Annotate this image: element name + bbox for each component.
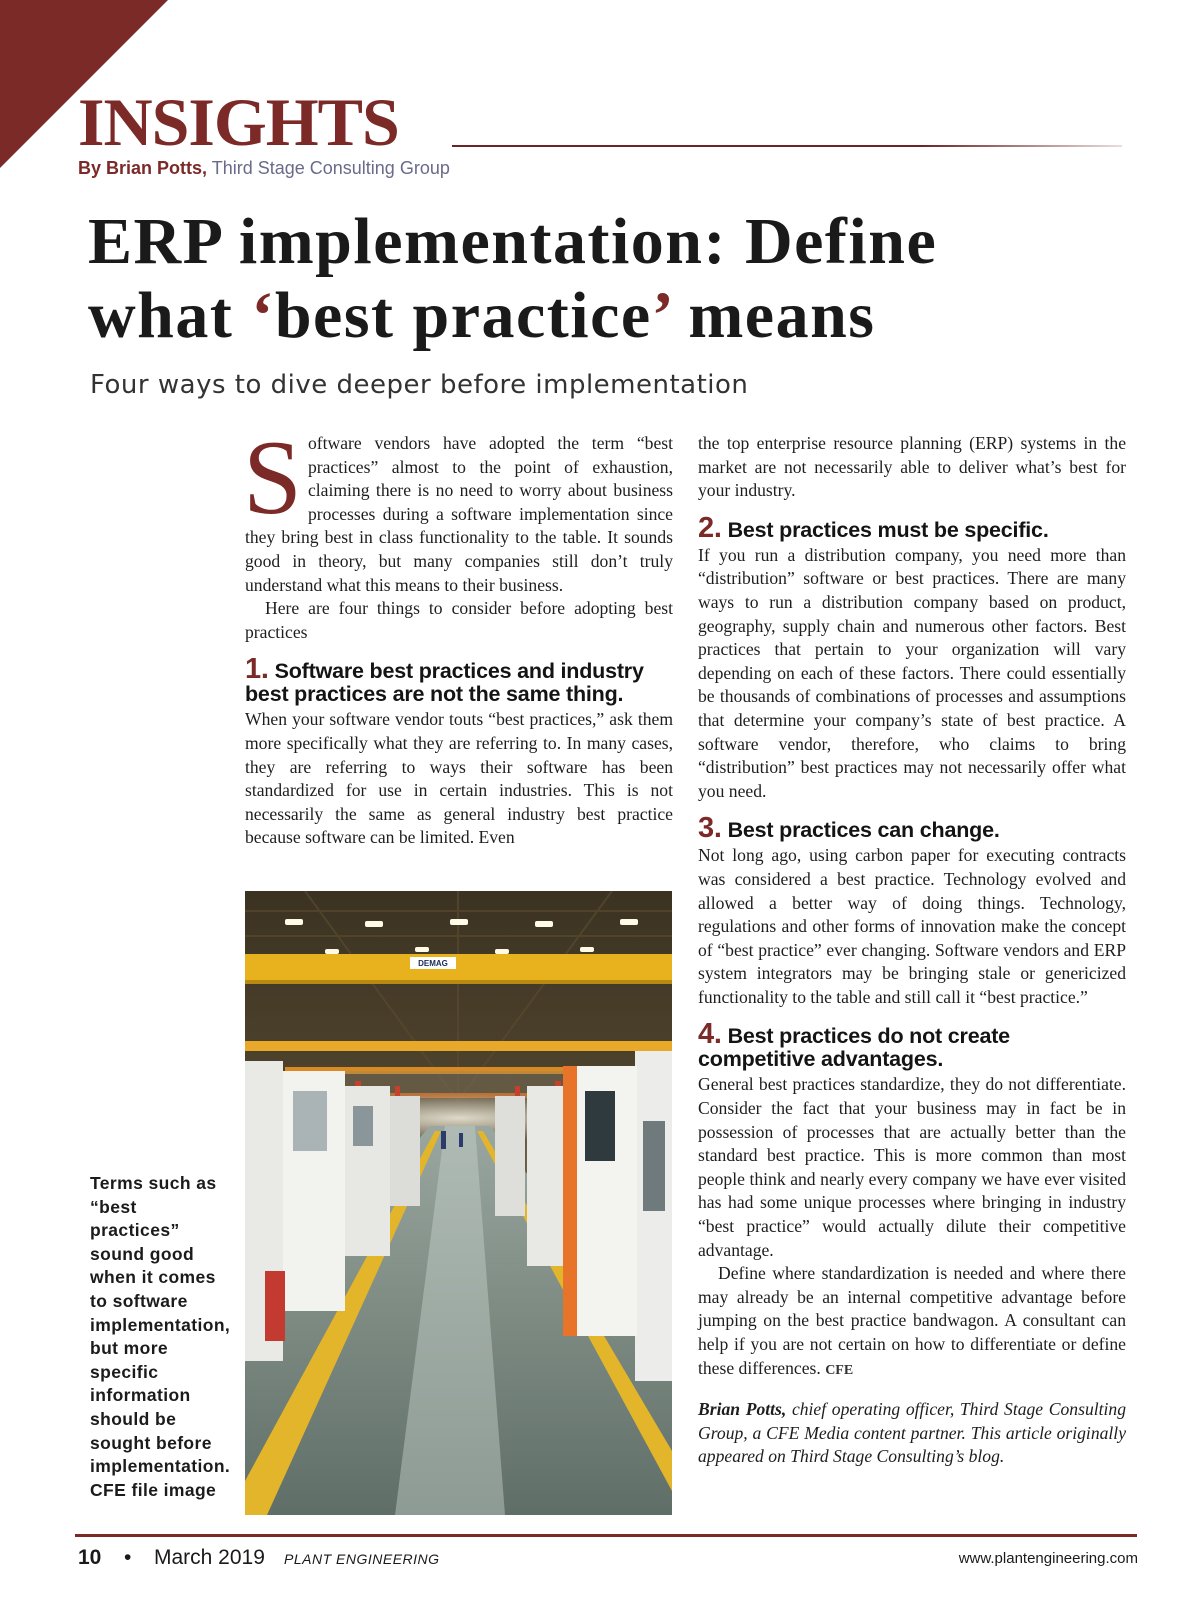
section-3-body: Not long ago, using carbon paper for executing contracts was considered a best practice. Technology evolved and allowed a better way of doing things. Technology, regulations and other forms of innovation make the concept of “best practice” ever changing. Software vendors and ERP system integrators may be bringing stale or genericized functionality to the table and still call it “best practice.” — [698, 845, 1126, 1007]
section-1-body-b: the top enterprise resource planning (ERP) systems in the market are not necessarily able to deliver what’s best for your industry. — [698, 433, 1126, 501]
section-4-number: 4. — [698, 1018, 722, 1051]
section-4-body-2 — [698, 1262, 1126, 1382]
intro-paragraph-2: Here are four things to consider before adopting best practices — [245, 598, 673, 642]
headline — [88, 205, 1168, 353]
section-2-number: 2. — [698, 511, 722, 544]
section-1-title: Software best practices and industry best practices are not the same thing. — [245, 659, 644, 707]
section-2-body: If you run a distribution company, you need more than “distribution” software or best practices. There are many ways to run a distribution company based on product, geography, supply chain and numerous other factors. Best practices that pertain to your organization will vary depending on each of these factors. There could essentially be thousands of combinations of processes and assumptions that determine your company’s state of best practice. A software vendor, therefore, who claims to bring “distribution” best practices may not necessarily offer what you need. — [698, 544, 1126, 801]
footer-rule — [75, 1534, 1137, 1537]
byline-author: By Brian Potts, — [78, 158, 208, 178]
website-link[interactable]: www.plantengineering.com — [958, 1550, 1138, 1567]
footer — [78, 1546, 1138, 1574]
headline-quote-open: ‘ — [251, 279, 275, 352]
section-1-number: 1. — [245, 653, 269, 686]
column-right — [698, 432, 1126, 1469]
section-2-title: Best practices must be specific. — [727, 517, 1049, 542]
section-4-body: General best practices standardize, they do not differentiate. Consider the fact that your business may in fact be in possession of processes that are actually better than the standard best practice. This is more common than most people think and nearly every company we have ever visited has had some unique processes where bringing in industry “best practice” would actually dilute their competitive advantage. — [698, 1074, 1126, 1260]
issue-date: March 2019 — [154, 1546, 265, 1569]
crane-sign-text: DEMAG — [418, 959, 448, 968]
bio-text: chief operating officer, Third Stage Consulting Group, a CFE Media content partner. This article originally appeared on Third Stage Consulting’s blog. — [698, 1399, 1126, 1467]
section-4-heading — [698, 1018, 1126, 1072]
column-left — [243, 419, 673, 850]
page-number: 10 — [78, 1546, 102, 1569]
intro-paragraph — [243, 419, 673, 597]
byline — [78, 157, 450, 179]
headline-line2-a: what — [88, 279, 252, 352]
magazine-name: PLANT ENGINEERING — [284, 1551, 440, 1567]
section-3-heading — [698, 812, 1126, 845]
photo-caption: Terms such as “best practices” sound good when it comes to software implementation, but more specific information should be sought before implementation. CFE file image — [90, 1173, 231, 1500]
section-4-body-2-text: Define where standardization is needed and where there may already be an internal competitive advantage before jumping on the best practice bandwagon. A consultant can help if you are not certain on how to differentiate or define these differences. — [698, 1263, 1126, 1378]
section-title: INSIGHTS — [78, 84, 399, 160]
headline-line2-c: means — [670, 279, 876, 352]
drop-cap: S — [243, 419, 302, 536]
header-rule — [452, 145, 1122, 147]
section-1-body-a: When your software vendor touts “best practices,” ask them more specifically what they are referring to. In many cases, they are referring to ways their software has been standardized for use in certain industries. This is not necessarily the same as general industry best practice because software can be limited. Even — [245, 709, 673, 848]
footer-separator: • — [124, 1546, 132, 1569]
intro-text: oftware vendors have adopted the term “best practices” almost to the point of exhaustion, claiming there is no need to worry about business processes during a software implementation since they bring best in class functionality to the table. It sounds good in theory, but many companies still don’t truly understand what this means to their business. — [245, 433, 673, 595]
section-3-title: Best practices can change. — [727, 818, 1000, 843]
section-2-heading — [698, 511, 1126, 544]
section-4-title: Best practices do not create competitive advantages. — [698, 1024, 1010, 1072]
deck: Four ways to dive deeper before implementation — [90, 370, 749, 400]
author-bio — [698, 1398, 1126, 1469]
section-1-heading — [245, 653, 673, 707]
byline-organization: Third Stage Consulting Group — [211, 158, 450, 178]
bio-name: Brian Potts, — [698, 1399, 787, 1420]
headline-quote-close: ’ — [651, 279, 671, 352]
end-mark-logo: CFE — [825, 1362, 854, 1378]
section-3-number: 3. — [698, 812, 722, 845]
headline-line2-b: best practice — [274, 279, 652, 352]
factory-photo — [245, 891, 672, 1515]
headline-line1: ERP implementation: Define — [88, 205, 938, 278]
